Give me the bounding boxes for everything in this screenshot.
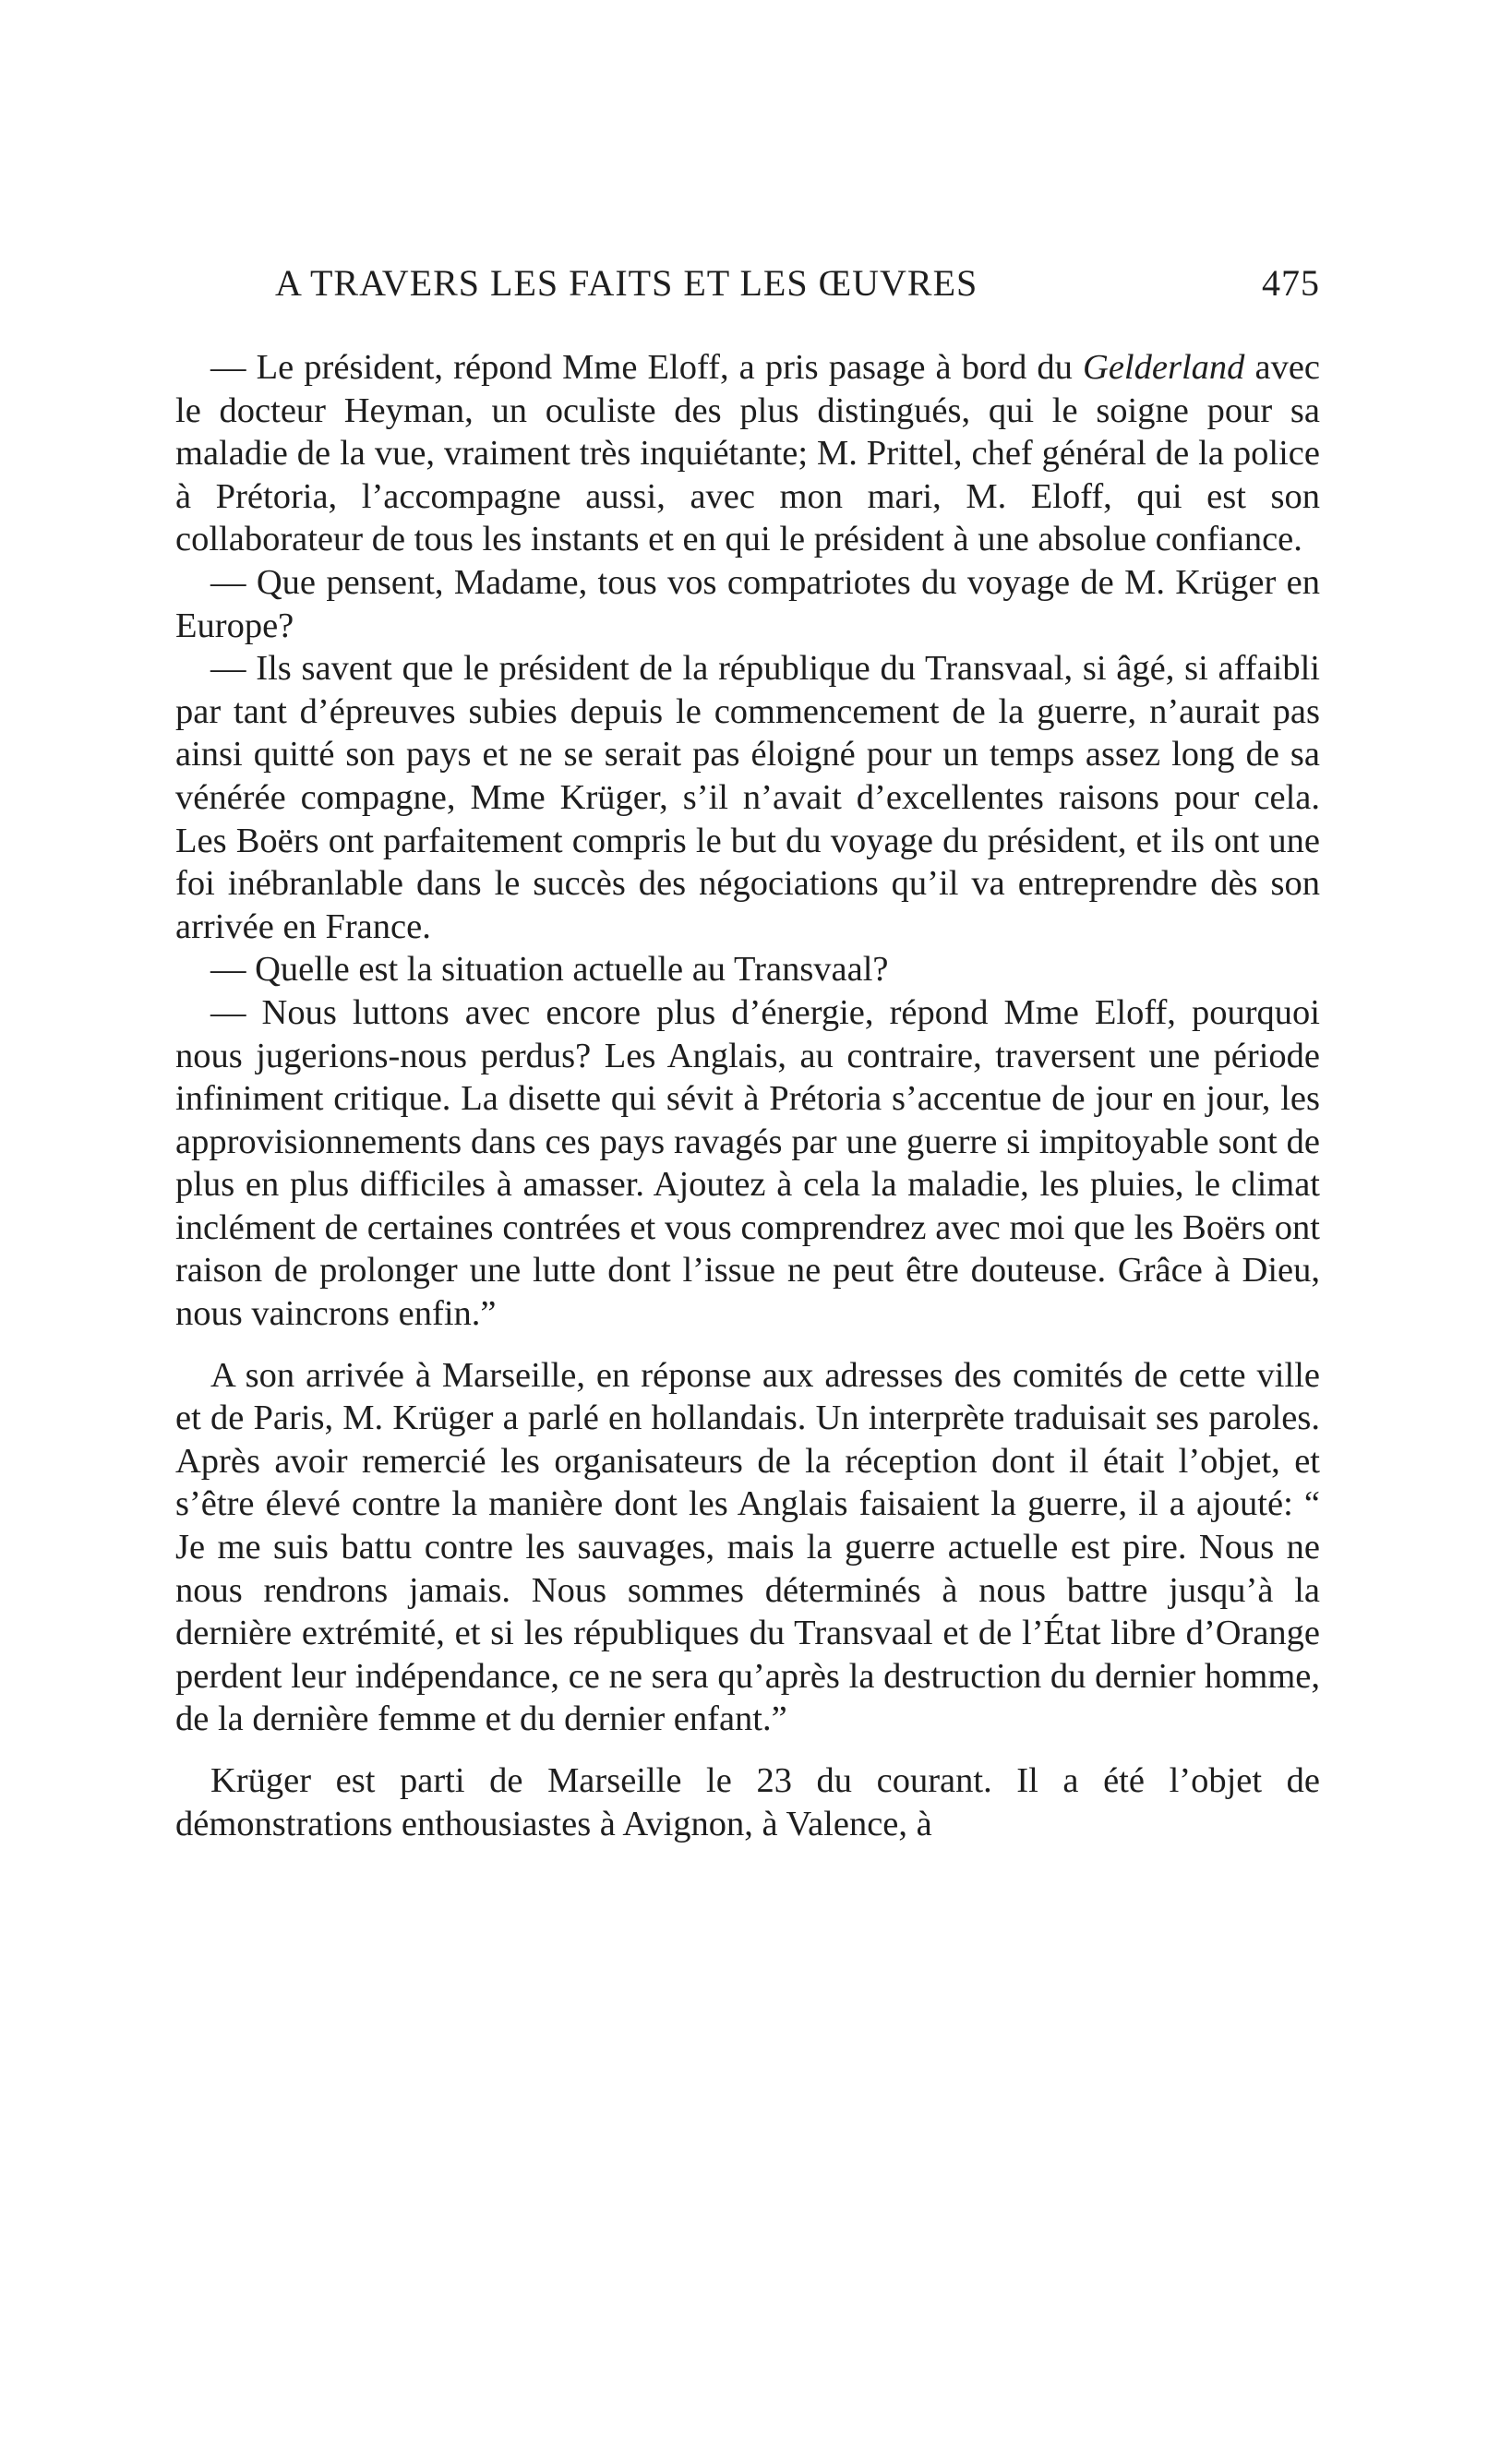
paragraph-marseille: A son arrivée à Marseille, en réponse aux adresses des comités de cette ville et de Paris, M. Krüger a parlé en hollandais. Un interprète traduisait ses paroles. Après avoir remercié les organisateurs de la réception dont il était l’objet, et s’être élevé contre la manière dont les Anglais faisaient la guerre, il a ajouté: “ Je me suis battu contre les sauvages, mais la guerre actuelle est pire. Nous ne nous rendrons jamais. Nous sommes déterminés à nous battre jusqu’à la dernière extrémité, et si les républiques du Transvaal et de l’État libre d’Orange perdent leur indépendance, ce ne sera qu’après la destruction du dernier homme, de la dernière femme et du dernier enfant.”	[175, 1355, 1320, 1739]
body-text	[175, 346, 1320, 1845]
paragraph-president-voyage	[175, 346, 1320, 561]
paragraph-answer-lutte: — Nous luttons avec encore plus d’énergie, répond Mme Eloff, pourquoi nous jugerions-nous perdus? Les Anglais, au contraire, traversent une période infiniment critique. La disette qui sévit à Prétoria s’accentue de jour en jour, les approvisionnements dans ces pays ravagés par une guerre si impitoyable sont de plus en plus difficiles à amasser. Ajoutez à cela la maladie, les pluies, le climat inclément de certaines contrées et vous comprendrez avec moi que les Boërs ont raison de prolonger une lutte dont l’issue ne peut être douteuse. Grâce à Dieu, nous vaincrons enfin.”	[175, 992, 1320, 1334]
running-head	[175, 261, 1320, 313]
paragraph-question-situation: — Quelle est la situation actuelle au Transvaal?	[210, 950, 889, 990]
running-title: A TRAVERS LES FAITS ET LES ŒUVRES	[275, 262, 978, 304]
paragraph-text: avec le docteur Heyman, un oculiste des plus distingués, qui le soigne pour sa maladie de la vue, vraiment très inquiétante; M. Prittel, chef général de la police à Prétoria, l’accompagne aussi, avec mon mari, M. Eloff, qui est son collaborateur de tous les instants et en qui le président à une absolue confiance.	[175, 348, 1321, 559]
paragraph-depart: Krüger est parti de Marseille le 23 du courant. Il a été l’objet de démonstrations enthousiastes à Avignon, à Valence, à	[175, 1761, 1320, 1843]
paragraph-answer-boers: — Ils savent que le président de la république du Transvaal, si âgé, si affaibli par tant d’épreuves subies depuis le commencement de la guerre, n’aurait pas ainsi quitté son pays et ne se serait pas éloigné pour un temps assez long de sa vénérée compagne, Mme Krüger, s’il n’avait d’excellentes raisons pour cela. Les Boërs ont parfaitement compris le but du voyage du président, et ils ont une foi inébranlable dans le succès des négociations qu’il va entreprendre dès son arrivée en France.	[175, 649, 1320, 946]
paragraph-question-compatriotes: — Que pensent, Madame, tous vos compatriotes du voyage de M. Krüger en Europe?	[175, 562, 1320, 645]
paragraph-text: — Le président, répond Mme Eloff, a pris pasage à bord du	[210, 348, 1084, 387]
page-number: 475	[1262, 262, 1320, 304]
ship-name: Gelderland	[1083, 348, 1245, 387]
